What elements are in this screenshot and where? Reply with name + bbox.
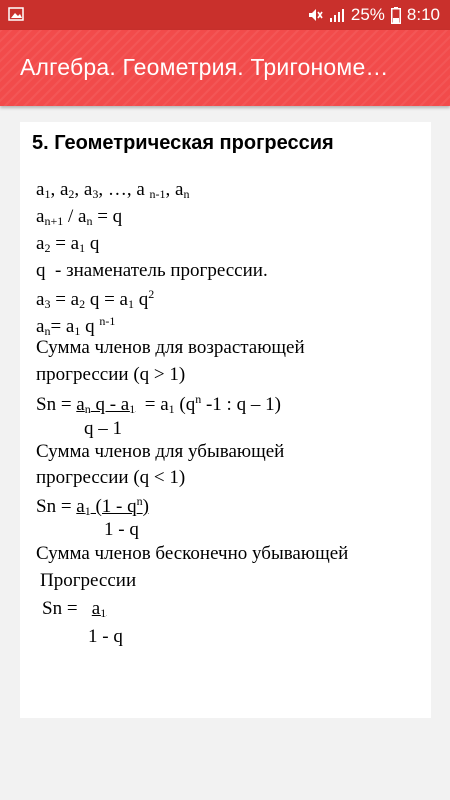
formula-denominator-decreasing: 1 - q bbox=[104, 519, 139, 540]
section-heading: 5. Геометрическая прогрессия bbox=[32, 132, 334, 154]
formula-denominator-increasing: q – 1 bbox=[84, 418, 122, 439]
formula-line-a2: $a_2 = a_1$ q bbox=[36, 233, 100, 255]
formula-line-sum-decreasing: $Sn = a_1$ $(1 - q^n)$ bbox=[36, 494, 149, 518]
formula-line-ratio: $a_{n+1} / a_n = q$ bbox=[36, 206, 123, 228]
formula-line-sum-infinite: $Sn = a_1$ bbox=[42, 598, 107, 620]
signal-icon bbox=[329, 7, 345, 23]
formula-line-an: $a_n= a_1$ q $^{n-1}$ bbox=[36, 314, 116, 338]
app-bar bbox=[0, 30, 450, 106]
text-infinite-progression: Прогрессии bbox=[40, 570, 137, 591]
mute-icon bbox=[307, 7, 323, 23]
status-bar bbox=[0, 0, 450, 30]
formula-line-sequence: $a_1$, $a_2$, $a_3$, …, a $_{n-1}$, $a_n$ bbox=[36, 179, 190, 201]
content-card bbox=[20, 122, 431, 718]
text-decreasing-sum: Сумма членов для убывающей bbox=[36, 441, 285, 462]
battery-percent: 25% bbox=[350, 5, 385, 24]
status-indicators bbox=[307, 4, 440, 26]
text-decreasing-condition: прогрессии (q < 1) bbox=[36, 467, 186, 488]
clock: 8:10 bbox=[406, 5, 440, 24]
formula-denominator-infinite: 1 - q bbox=[88, 626, 123, 647]
text-increasing-condition: прогрессии (q > 1) bbox=[36, 364, 186, 385]
app-title: Алгебра. Геометрия. Тригономе… bbox=[20, 54, 389, 80]
text-increasing-sum: Сумма членов для возрастающей bbox=[36, 337, 305, 358]
formula-line-q-definition: q - знаменатель прогрессии. bbox=[36, 260, 268, 281]
formula-line-a3: $a_3 = a_2$ $q = a_1$ $q^2$ bbox=[36, 287, 155, 311]
battery-icon bbox=[391, 7, 401, 24]
formula-line-sum-increasing: $Sn = a_n$ $q - a_1 = a_1$ ($q^n$ -1 : q – 1) bbox=[36, 392, 281, 416]
text-infinite-sum: Сумма членов бесконечно убывающей bbox=[36, 543, 349, 564]
image-icon bbox=[8, 6, 24, 22]
